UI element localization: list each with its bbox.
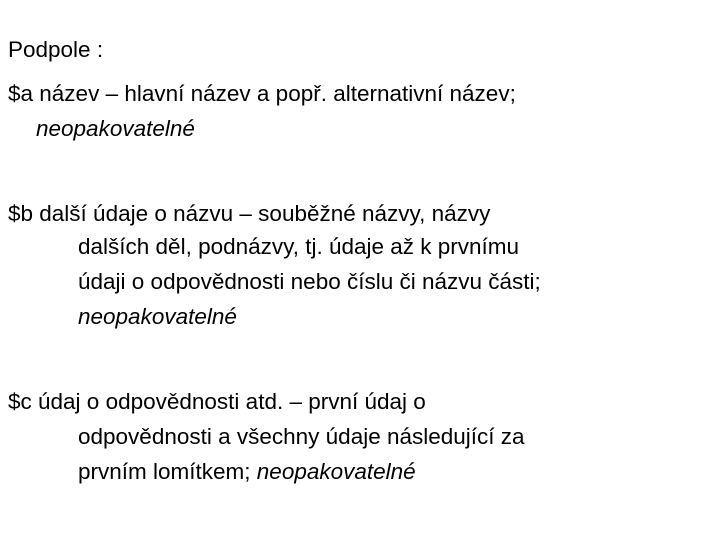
- subfield-c-line-2: odpovědnosti a všechny údaje následující za: [78, 424, 525, 449]
- subfield-a-line-1: $a název – hlavní název a popř. alternativní název;: [8, 81, 516, 106]
- subfield-a-repeatability: neopakovatelné: [36, 116, 195, 141]
- subfield-b-line-2: dalších děl, podnázvy, tj. údaje až k prvnímu: [78, 234, 520, 259]
- subfield-b-line-3: údaji o odpovědnosti nebo číslu či názvu části;: [78, 269, 541, 294]
- subfield-c-line-1: $c údaj o odpovědnosti atd. – první údaj o: [8, 389, 426, 414]
- subfield-b-repeatability: neopakovatelné: [78, 304, 237, 329]
- subfield-c-line-3: [78, 458, 416, 486]
- subfield-c-line-3-text: prvním lomítkem;: [78, 459, 251, 484]
- subfield-c-repeatability: neopakovatelné: [256, 459, 416, 484]
- heading: Podpole :: [8, 37, 104, 62]
- subfield-b-line-1: $b další údaje o názvu – souběžné názvy, názvy: [8, 201, 491, 226]
